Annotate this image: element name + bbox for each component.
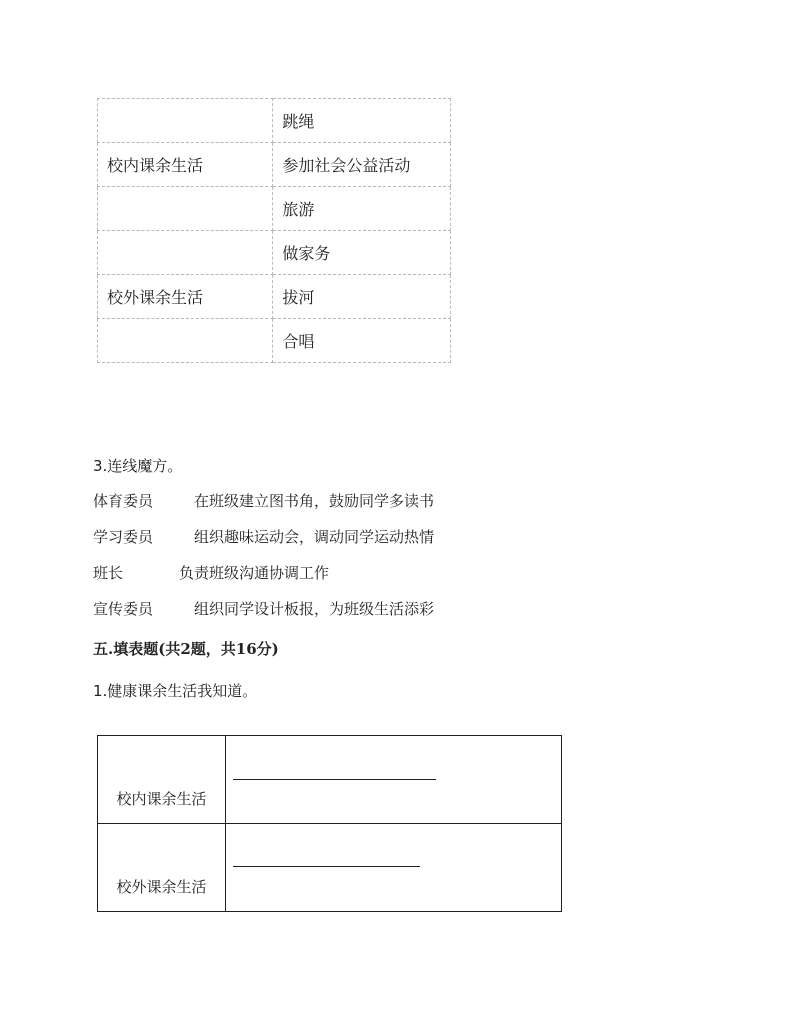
section-heading: 五.填表题(共2题，共16分) xyxy=(93,640,279,658)
table-cell: 参加社会公益活动 xyxy=(273,143,451,187)
match-duty: 组织同学设计板报，为班级生活添彩 xyxy=(194,600,435,618)
row-label: 校外课余生活 xyxy=(98,824,226,912)
match-pair xyxy=(93,562,329,583)
table-cell: 校内课余生活 xyxy=(98,143,273,187)
match-pair xyxy=(93,490,434,511)
match-role: 体育委员 xyxy=(93,492,154,510)
fill-in-table xyxy=(97,735,562,912)
table-cell: 跳绳 xyxy=(273,99,451,143)
table-cell xyxy=(98,231,273,275)
table-row xyxy=(98,275,451,319)
match-pair xyxy=(93,598,434,619)
table-cell: 校外课余生活 xyxy=(98,275,273,319)
table-row xyxy=(98,824,562,912)
match-pair xyxy=(93,526,434,547)
table-cell: 合唱 xyxy=(273,319,451,363)
table-cell: 做家务 xyxy=(273,231,451,275)
table-row xyxy=(98,143,451,187)
answer-cell[interactable] xyxy=(226,736,562,824)
table-row xyxy=(98,231,451,275)
answer-cell[interactable] xyxy=(226,824,562,912)
answer-blank-line xyxy=(233,866,420,867)
match-duty: 组织趣味运动会，调动同学运动热情 xyxy=(194,528,435,546)
row-label: 校内课余生活 xyxy=(98,736,226,824)
table-row xyxy=(98,319,451,363)
table-cell xyxy=(98,319,273,363)
match-role: 宣传委员 xyxy=(93,600,154,618)
table-cell xyxy=(98,187,273,231)
match-duty: 在班级建立图书角，鼓励同学多读书 xyxy=(194,492,435,510)
table-cell: 拔河 xyxy=(273,275,451,319)
question-1-title: 1.健康课余生活我知道。 xyxy=(93,682,258,700)
table-row xyxy=(98,99,451,143)
match-duty: 负责班级沟通协调工作 xyxy=(179,564,330,582)
table-row xyxy=(98,187,451,231)
question-3-title: 3.连线魔方。 xyxy=(93,457,183,475)
table-row xyxy=(98,736,562,824)
match-role: 班长 xyxy=(93,564,124,582)
answer-blank-line xyxy=(233,779,436,780)
activity-table xyxy=(97,98,451,363)
match-role: 学习委员 xyxy=(93,528,154,546)
table-cell: 旅游 xyxy=(273,187,451,231)
table-cell xyxy=(98,99,273,143)
